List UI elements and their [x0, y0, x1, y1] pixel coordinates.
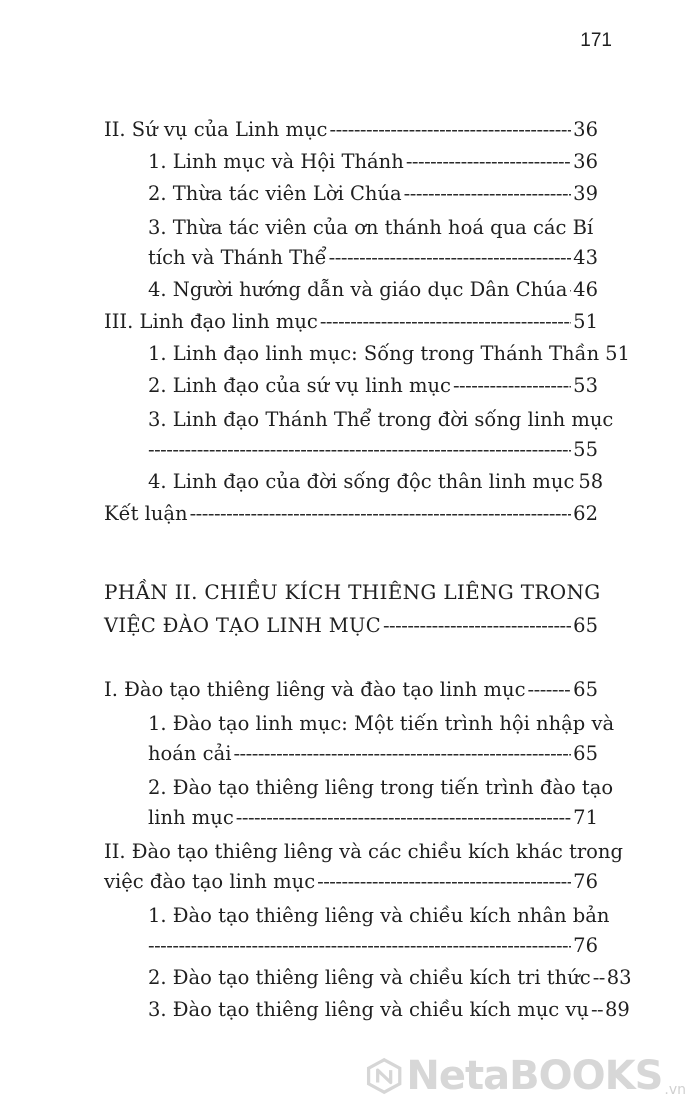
toc-entry: [104, 870, 598, 898]
toc-entry-title: 3. Đào tạo thiêng liêng và chiều kích mục vụ: [148, 998, 589, 1021]
watermark-brand: NetaBOOKS: [406, 1053, 663, 1099]
watermark: [366, 1046, 686, 1106]
toc-entry: [148, 438, 598, 466]
toc-entry-page: 65: [573, 614, 598, 637]
toc-entry-page: 39: [573, 182, 598, 205]
toc-entry-title: 4. Người hướng dẫn và giáo dục Dân Chúa: [148, 278, 568, 301]
toc-leader-dots: [329, 246, 572, 269]
toc-entry-page: 62: [573, 502, 598, 525]
toc-leader-dots: [528, 678, 572, 701]
toc-entry: [104, 310, 598, 338]
toc-leader-dots: [320, 310, 571, 333]
toc-leader-dots: [569, 278, 571, 301]
toc-entry-page: 65: [573, 742, 598, 765]
part-heading-line: PHẦN II. CHIỀU KÍCH THIÊNG LIÊNG TRONG: [104, 580, 601, 604]
book-n-logo-icon: [366, 1048, 402, 1104]
toc-entry-title-line: II. Đào tạo thiêng liêng và các chiều kích khác trong: [104, 840, 623, 863]
toc-entry-page: 51: [573, 310, 598, 333]
toc-leader-dots: [591, 998, 603, 1021]
toc-entry-title: 2. Thừa tác viên Lời Chúa: [148, 182, 402, 205]
toc-entry-title: hoán cải: [148, 742, 232, 765]
watermark-suffix: .vn: [664, 1082, 686, 1098]
toc-entry: [148, 342, 630, 370]
toc-leader-dots: [148, 934, 571, 957]
toc-entry-page: 46: [573, 278, 598, 301]
toc-entry: [148, 374, 598, 402]
toc-entry-title: I. Đào tạo thiêng liêng và đào tạo linh mục: [104, 678, 526, 701]
toc-entry-page: 76: [573, 934, 598, 957]
toc-entry-title: 1. Linh mục và Hội Thánh: [148, 150, 404, 173]
toc-leader-dots: [453, 374, 571, 397]
toc-entry: [148, 246, 598, 274]
toc-entry: [104, 118, 598, 146]
toc-entry-title: 1. Linh đạo linh mục: Sống trong Thánh Thần: [148, 342, 600, 365]
toc-entry: [148, 470, 604, 498]
toc-entry-title: việc đào tạo linh mục: [104, 870, 316, 893]
toc-entry-title-line: 1. Đào tạo thiêng liêng và chiều kích nhân bản: [148, 904, 610, 927]
toc-entry-page: 58: [578, 470, 604, 493]
toc-leader-dots: [329, 118, 571, 141]
toc-entry-title-line: 3. Linh đạo Thánh Thể trong đời sống linh mục: [148, 408, 614, 431]
toc-entry: [104, 502, 598, 530]
toc-entry-title-line: 3. Thừa tác viên của ơn thánh hoá qua các Bí: [148, 216, 594, 239]
toc-entry-title: 2. Linh đạo của sứ vụ linh mục: [148, 374, 451, 397]
toc-entry-title: VIỆC ĐÀO TẠO LINH MỤC: [104, 614, 381, 637]
toc-entry-page: 36: [573, 118, 598, 141]
toc-entry: [148, 182, 598, 210]
toc-leader-dots: [190, 502, 572, 525]
toc-entry-page: 65: [573, 678, 598, 701]
toc-entry-title: II. Sứ vụ của Linh mục: [104, 118, 328, 141]
toc-entry-title: linh mục: [148, 806, 234, 829]
toc-leader-dots: [233, 742, 571, 765]
toc-entry: [148, 934, 598, 962]
toc-entry: [148, 278, 598, 306]
toc-entry-page: 83: [606, 966, 632, 989]
toc-entry-page: 43: [573, 246, 598, 269]
toc-entry-page: 89: [604, 998, 630, 1021]
page-number: 171: [580, 30, 612, 51]
toc-leader-dots: [404, 182, 572, 205]
toc-entry-title: tích và Thánh Thể: [148, 246, 327, 269]
toc-entry-page: 76: [573, 870, 598, 893]
toc-entry: [148, 806, 598, 834]
toc-entry: [148, 150, 598, 178]
toc-entry-title-line: 2. Đào tạo thiêng liêng trong tiến trình đào tạo: [148, 776, 614, 799]
toc-entry: [104, 678, 598, 706]
toc-entry-title: 2. Đào tạo thiêng liêng và chiều kích tri thức: [148, 966, 591, 989]
toc-leader-dots: [383, 614, 571, 637]
toc-entry-page: 36: [573, 150, 598, 173]
toc-leader-dots: [406, 150, 571, 173]
toc-leader-dots: [317, 870, 571, 893]
toc-entry-page: 51: [605, 342, 630, 365]
toc-entry: [148, 998, 630, 1026]
toc-leader-dots: [148, 438, 571, 461]
toc-entry-title-line: 1. Đào tạo linh mục: Một tiến trình hội nhập và: [148, 712, 615, 735]
toc-entry: [148, 966, 632, 994]
toc-entry-page: 53: [573, 374, 598, 397]
toc-entry-title: III. Linh đạo linh mục: [104, 310, 318, 333]
toc-entry-page: 55: [573, 438, 598, 461]
toc-entry-page: 71: [573, 806, 598, 829]
toc-leader-dots: [593, 966, 605, 989]
toc-leader-dots: [236, 806, 571, 829]
toc-entry-title: Kết luận: [104, 502, 188, 525]
toc-entry: [148, 742, 598, 770]
toc-entry-part-heading: [104, 614, 598, 642]
toc-entry-title: 4. Linh đạo của đời sống độc thân linh mục: [148, 470, 575, 493]
